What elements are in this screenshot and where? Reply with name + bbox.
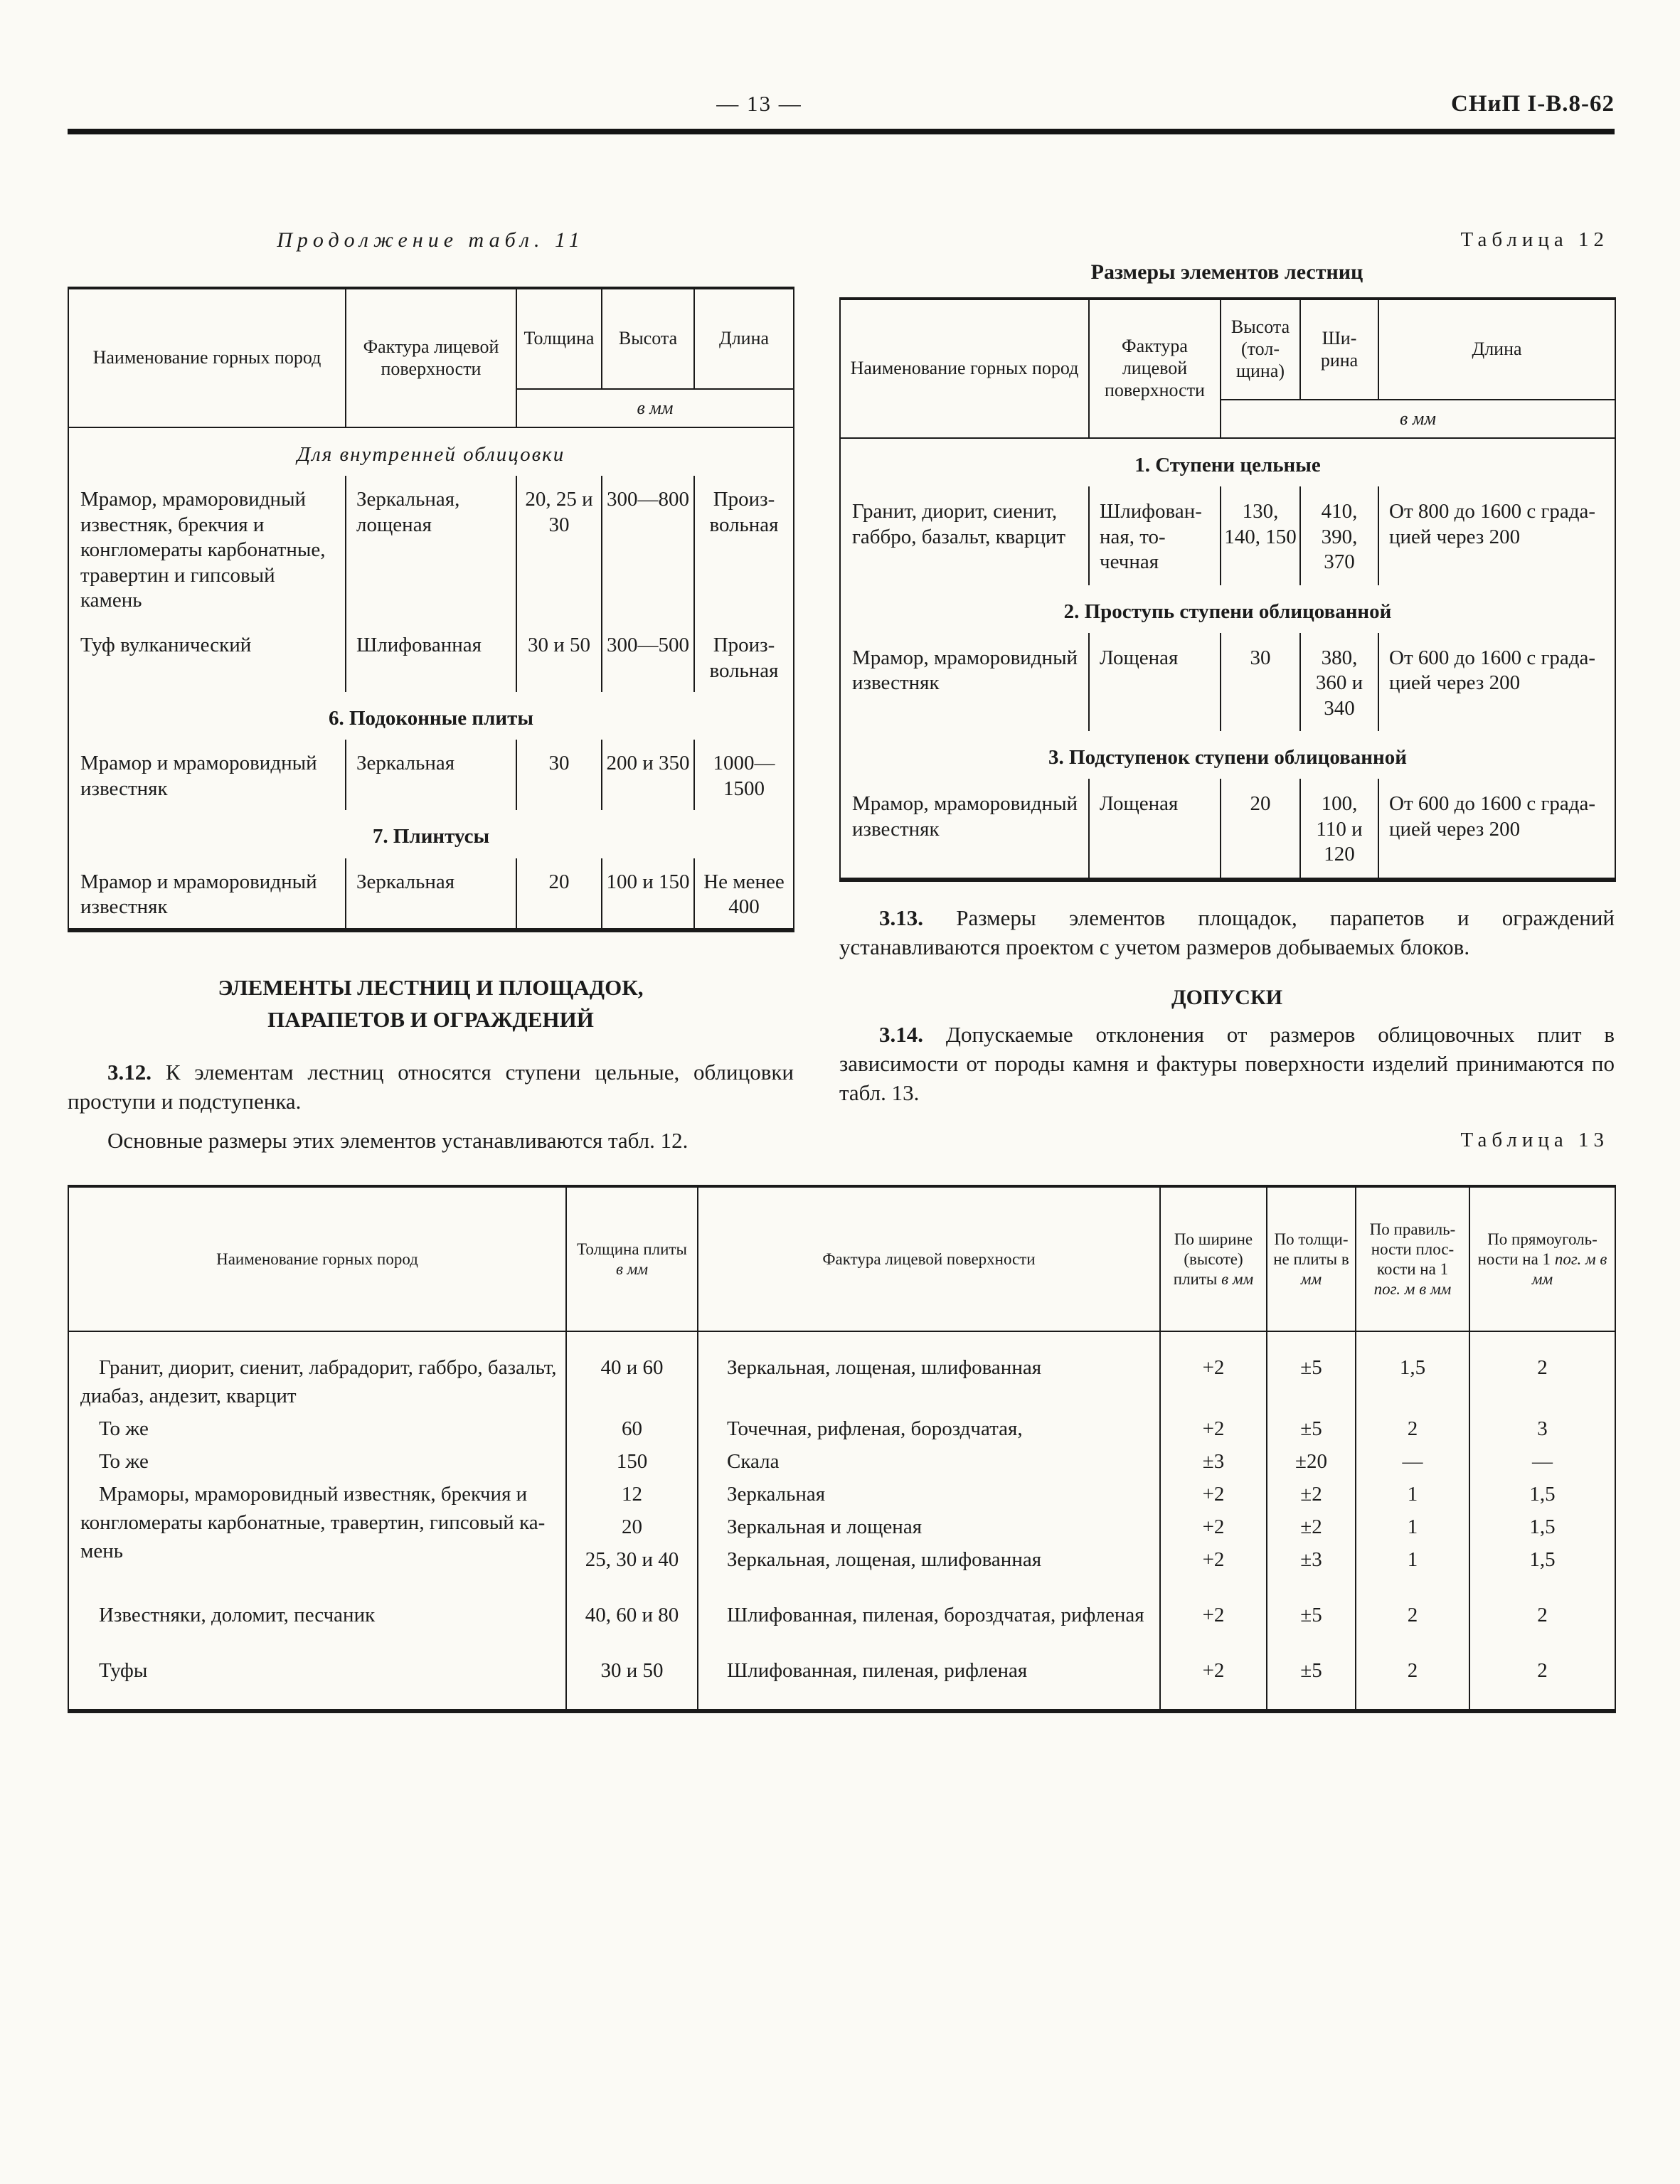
- cell-width-tolerance: +2: [1160, 1510, 1267, 1543]
- cell-rock-name: Туф вулканический: [68, 622, 346, 692]
- col-header-rock-name: Наименование горных пород: [68, 1186, 566, 1331]
- header-unit: в мм: [615, 1259, 649, 1278]
- cell-thickness: 60: [566, 1412, 698, 1444]
- units-label: в мм: [516, 389, 794, 427]
- cell-facture: Зеркальная, лощеная: [346, 476, 516, 622]
- cell-rock-name: Мрамор и мраморовидный известняк: [68, 740, 346, 810]
- cell-width-tolerance: +2: [1160, 1631, 1267, 1711]
- cell-rock-name: Известняки, доломит, песчаник: [68, 1575, 566, 1631]
- cell-height: 20: [1221, 779, 1300, 879]
- cell-squareness: 2: [1469, 1631, 1615, 1711]
- cell-rock-name: Мрамор, мраморовидный известняк, брекчия и конгломераты карбонатные, травертин и гипсовый камень: [68, 476, 346, 622]
- table-row: [840, 779, 1615, 879]
- cell-width-tolerance: ±3: [1160, 1444, 1267, 1477]
- section-row: [840, 731, 1615, 779]
- col-header-height: Высота: [602, 288, 694, 389]
- cell-height: 30: [1221, 633, 1300, 731]
- cell-squareness: 1,5: [1469, 1510, 1615, 1543]
- section-row: [840, 585, 1615, 633]
- header-row: [68, 1186, 1615, 1331]
- cell-facture: Шлифованная: [346, 622, 516, 692]
- heading-line-2: ПАРАПЕТОВ И ОГРАЖДЕНИЙ: [267, 1007, 594, 1033]
- cell-facture: Зеркальная: [346, 740, 516, 810]
- table-12: [839, 297, 1616, 882]
- table-row: [68, 740, 794, 810]
- col-header-thickness-tolerance: [1267, 1186, 1356, 1331]
- cell-thickness-tolerance: ±5: [1267, 1412, 1356, 1444]
- heading-line-1: ЭЛЕМЕНТЫ ЛЕСТНИЦ И ПЛОЩАДОК,: [218, 975, 644, 1001]
- cell-facture: Лощеная: [1089, 633, 1221, 731]
- cell-length: От 600 до 1600 с градацией через 200: [1378, 779, 1615, 879]
- section-title: 1. Ступени цельные: [840, 438, 1615, 486]
- table-row: [68, 1412, 1615, 1444]
- cell-flatness: 2: [1356, 1412, 1469, 1444]
- table-13: [68, 1185, 1616, 1713]
- col-header-width: Ширина: [1300, 299, 1378, 400]
- cell-rock-name: Гранит, диорит, сиенит, лабрадорит, габбро, базальт, диабаз, андезит, кварцит: [68, 1331, 566, 1412]
- cell-length: Произвольная: [694, 476, 794, 622]
- table-row: [840, 633, 1615, 731]
- table12-label: Таблица 12: [1460, 228, 1609, 251]
- col-header-facture: Фактура лицевой поверхности: [698, 1186, 1160, 1331]
- cell-rock-name: Мрамор, мраморовидный известняк: [840, 779, 1089, 879]
- section-title: 2. Проступь ступени облицованной: [840, 585, 1615, 633]
- col-header-thickness: Толщина: [516, 288, 602, 389]
- table-row: [68, 622, 794, 692]
- cell-facture: Зеркальная, лощеная, шлифованная: [698, 1331, 1160, 1412]
- cell-thickness-tolerance: ±2: [1267, 1510, 1356, 1543]
- section-row: [68, 427, 794, 476]
- cell-thickness: 20, 25 и 30: [516, 476, 602, 622]
- header-unit: пог. м в мм: [1373, 1279, 1452, 1298]
- right-column: [839, 228, 1615, 1152]
- left-column: [68, 228, 794, 1155]
- cell-length: Не менее 400: [694, 858, 794, 931]
- cell-rock-name: Гранит, диорит, сиенит, габбро, базальт, кварцит: [840, 486, 1089, 585]
- table-row: [68, 1477, 1615, 1510]
- section-row: [840, 438, 1615, 486]
- cell-squareness: 2: [1469, 1331, 1615, 1412]
- table-row: [68, 1631, 1615, 1711]
- paragraph-3-12: [68, 1058, 794, 1116]
- cell-width-tolerance: +2: [1160, 1575, 1267, 1631]
- header-label: Толщина плиты: [577, 1240, 687, 1258]
- header-label: По толщине плиты в: [1273, 1230, 1349, 1268]
- cell-thickness: 40, 60 и 80: [566, 1575, 698, 1631]
- cell-facture: Зеркальная и лощеная: [698, 1510, 1160, 1543]
- clause-text: Размеры элементов площадок, парапетов и ограждений устанавливаются проектом с учетом размеров добываемых блоков.: [839, 905, 1615, 959]
- cell-height: 130, 140, 150: [1221, 486, 1300, 585]
- cell-width: 410, 390, 370: [1300, 486, 1378, 585]
- paragraph-basic-sizes: [68, 1126, 794, 1155]
- cell-thickness: 30 и 50: [566, 1631, 698, 1711]
- cell-rock-name: То же: [68, 1412, 566, 1444]
- header-row: [68, 288, 794, 389]
- cell-width-tolerance: +2: [1160, 1412, 1267, 1444]
- header-label: По ширине (высоте) плиты: [1173, 1230, 1253, 1288]
- cell-rock-name: Мраморы, мраморовидный известняк, брекчия и конгломераты карбонатные, травертин, гипсовый камень: [68, 1477, 566, 1575]
- cell-thickness-tolerance: ±5: [1267, 1631, 1356, 1711]
- cell-thickness-tolerance: ±5: [1267, 1331, 1356, 1412]
- header-unit: пог. м в мм: [1531, 1250, 1607, 1288]
- cell-thickness-tolerance: ±20: [1267, 1444, 1356, 1477]
- cell-length: От 800 до 1600 с градацией через 200: [1378, 486, 1615, 585]
- cell-length: Произвольная: [694, 622, 794, 692]
- cell-squareness: —: [1469, 1444, 1615, 1477]
- cell-width-tolerance: +2: [1160, 1331, 1267, 1412]
- clause-number: 3.12.: [107, 1060, 151, 1085]
- cell-flatness: 1: [1356, 1510, 1469, 1543]
- section-title: Для внутренней облицовки: [68, 427, 794, 476]
- table-row: [68, 1575, 1615, 1631]
- clause-text: К элементам лестниц относятся ступени цельные, облицовки проступи и подступенка.: [68, 1060, 794, 1114]
- cell-flatness: —: [1356, 1444, 1469, 1477]
- cell-facture: Шлифованная, точечная: [1089, 486, 1221, 585]
- cell-thickness: 20: [516, 858, 602, 931]
- cell-squareness: 1,5: [1469, 1543, 1615, 1575]
- col-header-plate-thickness: [566, 1186, 698, 1331]
- header-row: [840, 299, 1615, 400]
- cell-thickness: 40 и 60: [566, 1331, 698, 1412]
- header-label: По прямоугольности на 1: [1477, 1230, 1597, 1268]
- section-row: [68, 692, 794, 740]
- table13-label: Таблица 13: [1460, 1128, 1609, 1151]
- section-heading: [68, 972, 794, 1036]
- units-label: в мм: [1221, 400, 1615, 438]
- cell-facture: Зеркальная, лощеная, шлифованная: [698, 1543, 1160, 1575]
- col-header-squareness: [1469, 1186, 1615, 1331]
- cell-facture: Шлифованная, пиленая, рифленая: [698, 1631, 1160, 1711]
- table-row: [68, 476, 794, 622]
- cell-width-tolerance: +2: [1160, 1543, 1267, 1575]
- cell-squareness: 3: [1469, 1412, 1615, 1444]
- cell-facture: Зеркальная: [698, 1477, 1160, 1510]
- section-title: 3. Подступенок ступени облицованной: [840, 731, 1615, 779]
- col-header-width-tolerance: [1160, 1186, 1267, 1331]
- header-rule: [68, 129, 1615, 134]
- col-header-length: Длина: [694, 288, 794, 389]
- page-number: — 13 —: [716, 91, 802, 116]
- cell-flatness: 1: [1356, 1477, 1469, 1510]
- cell-facture: Лощеная: [1089, 779, 1221, 879]
- col-header-length: Длина: [1378, 299, 1615, 400]
- cell-thickness: 12: [566, 1477, 698, 1510]
- table-11: [68, 287, 794, 932]
- cell-thickness: 30 и 50: [516, 622, 602, 692]
- cell-flatness: 1: [1356, 1543, 1469, 1575]
- table12-title: Размеры элементов лестниц: [1090, 260, 1363, 284]
- cell-rock-name: Мрамор, мраморовидный известняк: [840, 633, 1089, 731]
- col-header-facture: Фактура лицевой поверхности: [346, 288, 516, 427]
- section-row: [68, 810, 794, 858]
- document-code: СНиП I-В.8-62: [1450, 91, 1615, 117]
- paragraph-text: Основные размеры этих элементов устанавливаются табл. 12.: [107, 1128, 689, 1154]
- clause-number: 3.13.: [879, 905, 923, 930]
- col-header-rock-name: Наименование горных пород: [68, 288, 346, 427]
- cell-width: 380, 360 и 340: [1300, 633, 1378, 731]
- header-unit: мм: [1300, 1269, 1322, 1288]
- dopuski-heading: ДОПУСКИ: [1171, 985, 1283, 1009]
- cell-width-tolerance: +2: [1160, 1477, 1267, 1510]
- cell-height: 300—500: [602, 622, 694, 692]
- cell-thickness: 20: [566, 1510, 698, 1543]
- cell-flatness: 2: [1356, 1631, 1469, 1711]
- cell-thickness-tolerance: ±2: [1267, 1477, 1356, 1510]
- table11-caption: Продолжение табл. 11: [277, 228, 585, 252]
- cell-length: 1000—1500: [694, 740, 794, 810]
- page-header: [68, 91, 1615, 117]
- cell-squareness: 2: [1469, 1575, 1615, 1631]
- table-row: [68, 1331, 1615, 1412]
- cell-rock-name: То же: [68, 1444, 566, 1477]
- two-column-layout: [68, 228, 1615, 1155]
- cell-rock-name: Туфы: [68, 1631, 566, 1711]
- section-title: 7. Плинтусы: [68, 810, 794, 858]
- cell-rock-name: Мрамор и мраморовидный известняк: [68, 858, 346, 931]
- cell-height: 200 и 350: [602, 740, 694, 810]
- cell-squareness: 1,5: [1469, 1477, 1615, 1510]
- clause-text: Допускаемые отклонения от размеров облицовочных плит в зависимости от породы камня и фактуры поверхности изделий принимаются по табл. 13.: [839, 1021, 1615, 1105]
- cell-height: 100 и 150: [602, 858, 694, 931]
- clause-number: 3.14.: [879, 1021, 923, 1047]
- cell-facture: Зеркальная: [346, 858, 516, 931]
- cell-facture: Шлифованная, пиленая, бороздчатая, рифленая: [698, 1575, 1160, 1631]
- paragraph-3-13: [839, 903, 1615, 962]
- table-row: [68, 858, 794, 931]
- paragraph-3-14: [839, 1020, 1615, 1107]
- section-title: 6. Подоконные плиты: [68, 692, 794, 740]
- cell-facture: Точечная, рифленая, бороздчатая,: [698, 1412, 1160, 1444]
- col-header-rock-name: Наименование горных пород: [840, 299, 1089, 438]
- cell-thickness: 150: [566, 1444, 698, 1477]
- cell-thickness-tolerance: ±3: [1267, 1543, 1356, 1575]
- cell-height: 300—800: [602, 476, 694, 622]
- cell-thickness: 30: [516, 740, 602, 810]
- header-label: По правильности плоскости на 1: [1369, 1220, 1456, 1278]
- cell-width: 100, 110 и 120: [1300, 779, 1378, 879]
- header-unit: в мм: [1221, 1269, 1254, 1288]
- cell-flatness: 1,5: [1356, 1331, 1469, 1412]
- col-header-height-thickness: Высота (толщина): [1221, 299, 1300, 400]
- cell-length: От 600 до 1600 с градацией через 200: [1378, 633, 1615, 731]
- table-row: [840, 486, 1615, 585]
- cell-flatness: 2: [1356, 1575, 1469, 1631]
- table-row: [68, 1444, 1615, 1477]
- col-header-facture: Фактура лицевой поверхности: [1089, 299, 1221, 438]
- cell-thickness-tolerance: ±5: [1267, 1575, 1356, 1631]
- cell-facture: Скала: [698, 1444, 1160, 1477]
- col-header-flatness: [1356, 1186, 1469, 1331]
- cell-thickness: 25, 30 и 40: [566, 1543, 698, 1575]
